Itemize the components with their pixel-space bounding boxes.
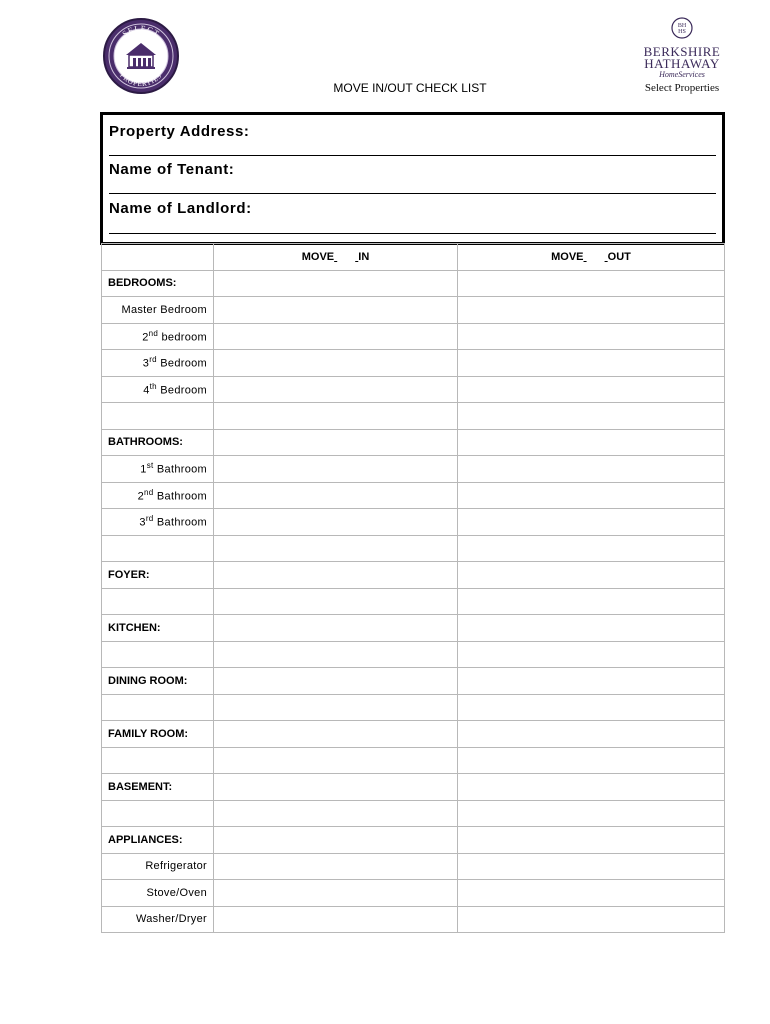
blank-label-cell <box>102 694 214 721</box>
move-in-cell[interactable] <box>214 456 458 483</box>
section-label: DINING ROOM: <box>102 668 214 695</box>
move-out-cell[interactable] <box>458 747 725 774</box>
room-item-text: Bedroom <box>160 384 207 397</box>
move-in-cell[interactable] <box>214 482 458 509</box>
move-out-cell[interactable] <box>458 482 725 509</box>
move-in-word-2: IN <box>358 250 370 263</box>
blank-label-cell <box>102 747 214 774</box>
table-row <box>102 694 725 721</box>
move-out-cell[interactable] <box>458 376 725 403</box>
brand-line-1: BERKSHIRE <box>643 44 721 59</box>
room-item-label <box>102 323 214 350</box>
move-out-cell[interactable] <box>458 641 725 668</box>
room-item-label: Refrigerator <box>102 853 214 880</box>
move-in-cell[interactable] <box>214 323 458 350</box>
move-in-word-1: MOVE <box>301 250 335 263</box>
ordinal-suffix: nd <box>144 487 154 497</box>
landlord-name-line[interactable] <box>109 233 716 234</box>
move-out-cell[interactable] <box>458 774 725 801</box>
move-in-cell[interactable] <box>214 429 458 456</box>
ordinal-suffix: rd <box>145 514 154 524</box>
move-in-cell[interactable] <box>214 906 458 933</box>
move-out-cell[interactable] <box>458 800 725 827</box>
table-row <box>102 774 725 801</box>
move-in-cell[interactable] <box>214 615 458 642</box>
table-row <box>102 456 725 483</box>
move-out-cell[interactable] <box>458 509 725 536</box>
table-row <box>102 376 725 403</box>
move-out-cell[interactable] <box>458 906 725 933</box>
seal-text-bottom: PROPERTIES <box>118 71 164 89</box>
ordinal-number: 1 <box>140 464 147 477</box>
table-row <box>102 641 725 668</box>
blank-label-cell <box>102 800 214 827</box>
room-item-text: Bathroom <box>156 490 207 503</box>
move-in-cell[interactable] <box>214 800 458 827</box>
bhhs-logo-icon <box>671 17 693 39</box>
move-out-cell[interactable] <box>458 827 725 854</box>
room-item-text: Bedroom <box>160 358 207 371</box>
move-in-cell[interactable] <box>214 509 458 536</box>
move-out-cell[interactable] <box>458 694 725 721</box>
table-row <box>102 880 725 907</box>
room-header-cell <box>102 244 214 271</box>
ordinal-number: 3 <box>139 517 146 530</box>
table-row <box>102 535 725 562</box>
room-item-label <box>102 482 214 509</box>
move-in-cell[interactable] <box>214 827 458 854</box>
move-in-cell[interactable] <box>214 350 458 377</box>
move-in-cell[interactable] <box>214 376 458 403</box>
move-in-cell[interactable] <box>214 641 458 668</box>
move-out-cell[interactable] <box>458 270 725 297</box>
move-in-cell[interactable] <box>214 694 458 721</box>
move-in-cell[interactable] <box>214 668 458 695</box>
section-label: BASEMENT: <box>102 774 214 801</box>
table-row <box>102 350 725 377</box>
table-row <box>102 906 725 933</box>
move-in-cell[interactable] <box>214 562 458 589</box>
move-in-cell[interactable] <box>214 747 458 774</box>
move-out-cell[interactable] <box>458 562 725 589</box>
move-in-cell[interactable] <box>214 721 458 748</box>
table-row <box>102 562 725 589</box>
move-out-cell[interactable] <box>458 297 725 324</box>
section-label: BATHROOMS: <box>102 429 214 456</box>
move-out-cell[interactable] <box>458 535 725 562</box>
tenant-name-line[interactable] <box>109 193 716 194</box>
move-out-cell[interactable] <box>458 668 725 695</box>
move-in-header <box>214 244 458 271</box>
ordinal-suffix: st <box>146 461 154 471</box>
move-in-cell[interactable] <box>214 535 458 562</box>
ordinal-number: 2 <box>142 331 149 344</box>
property-address-line[interactable] <box>109 155 716 156</box>
section-label: KITCHEN: <box>102 615 214 642</box>
room-item-text: Bathroom <box>156 517 207 530</box>
move-in-cell[interactable] <box>214 403 458 430</box>
table-row <box>102 615 725 642</box>
room-item-text: Bathroom <box>156 464 207 477</box>
move-out-cell[interactable] <box>458 350 725 377</box>
move-out-cell[interactable] <box>458 403 725 430</box>
ordinal-suffix: th <box>149 381 157 391</box>
room-item-label: Stove/Oven <box>102 880 214 907</box>
move-out-cell[interactable] <box>458 615 725 642</box>
move-in-cell[interactable] <box>214 880 458 907</box>
table-row <box>102 297 725 324</box>
move-out-word-2: OUT <box>607 250 631 263</box>
brand-line-4: Select Properties <box>644 82 720 94</box>
ordinal-number: 3 <box>142 358 150 371</box>
move-out-word-1: MOVE <box>551 250 584 263</box>
room-item-text: bedroom <box>161 331 207 344</box>
room-item-label: Washer/Dryer <box>102 906 214 933</box>
blank-label-cell <box>102 641 214 668</box>
move-out-cell[interactable] <box>458 429 725 456</box>
move-in-cell[interactable] <box>214 853 458 880</box>
table-row <box>102 800 725 827</box>
brand-line-2: HATHAWAY <box>644 56 720 71</box>
move-out-cell[interactable] <box>458 456 725 483</box>
blank-label-cell <box>102 403 214 430</box>
move-in-cell[interactable] <box>214 774 458 801</box>
ordinal-suffix: nd <box>148 328 159 338</box>
tenant-name-label: Name of Tenant: <box>109 161 235 178</box>
room-item-label: Master Bedroom <box>102 297 214 324</box>
property-address-label: Property Address: <box>109 123 250 140</box>
move-out-cell[interactable] <box>458 880 725 907</box>
svg-text:HS: HS <box>678 29 686 35</box>
table-row <box>102 721 725 748</box>
table-row <box>102 588 725 615</box>
room-item-label <box>102 509 214 536</box>
table-row <box>102 853 725 880</box>
section-label: FOYER: <box>102 562 214 589</box>
table-row <box>102 827 725 854</box>
table-row <box>102 482 725 509</box>
checklist-table <box>101 243 725 933</box>
landlord-name-label: Name of Landlord: <box>109 200 252 217</box>
move-out-cell[interactable] <box>458 323 725 350</box>
move-in-cell[interactable] <box>214 270 458 297</box>
ordinal-number: 2 <box>137 490 145 503</box>
room-item-label <box>102 376 214 403</box>
move-out-cell[interactable] <box>458 588 725 615</box>
move-in-cell[interactable] <box>214 588 458 615</box>
table-header-row <box>102 244 725 271</box>
table-row <box>102 668 725 695</box>
blank-label-cell <box>102 588 214 615</box>
table-row <box>102 403 725 430</box>
blank-label-cell <box>102 535 214 562</box>
svg-text:BH: BH <box>677 23 687 29</box>
section-label: FAMILY ROOM: <box>102 721 214 748</box>
move-out-header <box>458 244 725 271</box>
table-row <box>102 270 725 297</box>
ordinal-number: 4 <box>143 384 150 397</box>
table-row <box>102 747 725 774</box>
ordinal-suffix: rd <box>149 355 157 365</box>
table-row <box>102 323 725 350</box>
seal-text-top: SELECT <box>120 23 162 39</box>
move-out-cell[interactable] <box>458 721 725 748</box>
section-label: APPLIANCES: <box>102 827 214 854</box>
section-label: BEDROOMS: <box>102 270 214 297</box>
room-item-label <box>102 350 214 377</box>
move-out-cell[interactable] <box>458 853 725 880</box>
table-row <box>102 429 725 456</box>
room-item-label <box>102 456 214 483</box>
page-title: MOVE IN/OUT CHECK LIST <box>333 81 487 95</box>
property-info-box <box>100 112 725 245</box>
move-in-cell[interactable] <box>214 297 458 324</box>
table-row <box>102 509 725 536</box>
brand-line-3: HomeServices <box>659 70 705 79</box>
